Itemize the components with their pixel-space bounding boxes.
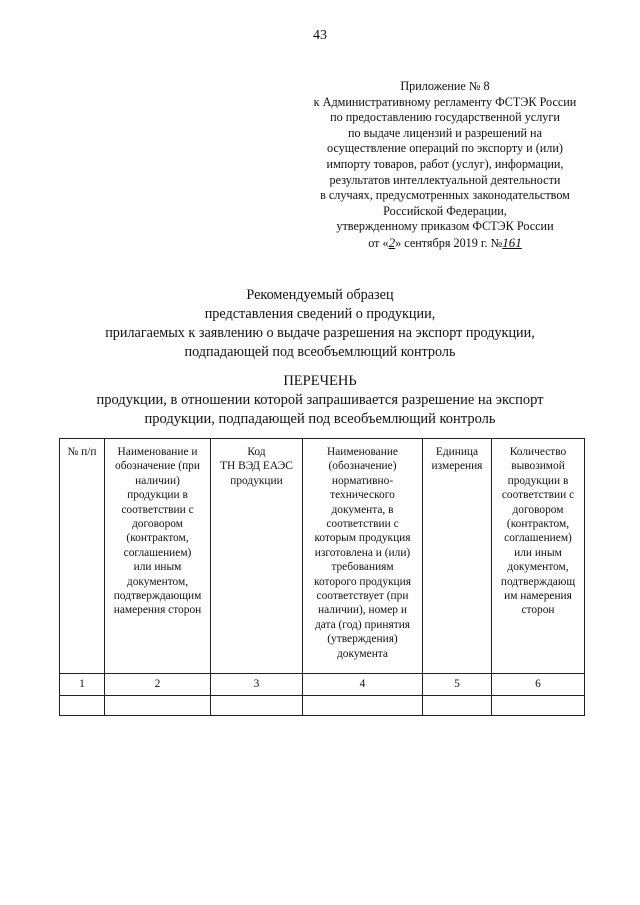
column-number-cell: 2 [105, 674, 211, 696]
list-subtitle-line: продукции, в отношении которой запрашивается разрешение на экспорт [96, 392, 544, 408]
appendix-line: по выдаче лицензий и разрешений на [347, 125, 542, 140]
appendix-line: утвержденному приказом ФСТЭК России [336, 219, 554, 234]
table-cell [423, 696, 492, 716]
column-number-cell: 5 [423, 674, 492, 696]
column-number-cell: 6 [492, 674, 585, 696]
table-cell [211, 696, 303, 716]
table-cell [60, 696, 105, 716]
order-date-prefix: от « [368, 235, 389, 250]
list-title: ПЕРЕЧЕНЬ [283, 373, 357, 389]
list-subtitle-line: продукции, подпадающей под всеобъемлющий контроль [144, 411, 496, 427]
column-number-cell: 1 [60, 674, 105, 696]
appendix-line: Приложение № 8 [400, 79, 490, 93]
table-header-row [60, 439, 585, 674]
order-date-day: 2 [388, 234, 396, 250]
products-table [59, 438, 585, 716]
appendix-line: результатов интеллектуальной деятельности [329, 172, 561, 187]
header-cell-quantity: Количество вывозимой продукции в соответствии с договором (контрактом, соглашением) или иным документом, подтверждающ им намерения сторон [492, 439, 585, 674]
table-row [60, 696, 585, 716]
header-cell-normative-document: Наименование (обозначение) нормативно- технического документа, в соответствии с которым продукция изготовлена и (или) требованиям которого продукция соответствует (при наличии), номер и дата (год) принятия (утверждения) документа [303, 439, 423, 674]
header-cell-unit: Единица измерения [423, 439, 492, 674]
appendix-block [300, 79, 590, 252]
table-row [60, 674, 585, 696]
appendix-line: в случаях, предусмотренных законодательством [320, 188, 570, 203]
page-number: 43 [313, 28, 327, 43]
table-cell [492, 696, 585, 716]
list-title-block [40, 372, 600, 429]
appendix-line: по предоставлению государственной услуги [330, 110, 560, 125]
order-date-middle: » сентября 2019 г. № [395, 235, 503, 250]
table-cell [303, 696, 423, 716]
appendix-line: осуществление операций по экспорту и (или) [327, 141, 563, 156]
sample-heading-line: прилагаемых к заявлению о выдаче разрешения на экспорт продукции, [105, 325, 535, 341]
appendix-line: Российской Федерации, [383, 203, 507, 218]
header-cell-number: № п/п [60, 439, 105, 674]
column-number-cell: 4 [303, 674, 423, 696]
appendix-line: импорту товаров, работ (услуг), информации, [326, 156, 564, 171]
order-number: 161 [502, 234, 522, 250]
appendix-line: к Административному регламенту ФСТЭК России [313, 94, 577, 109]
column-number-cell: 3 [211, 674, 303, 696]
sample-heading-line: представления сведений о продукции, [204, 306, 436, 322]
header-cell-tnved-code: Код ТН ВЭД ЕАЭС продукции [211, 439, 303, 674]
order-date-line [300, 235, 590, 252]
header-cell-product-name: Наименование и обозначение (при наличии) продукции в соответствии с договором (контрактом, соглашением) или иным документом, подтверждающим намерения сторон [105, 439, 211, 674]
table-cell [105, 696, 211, 716]
sample-heading [40, 286, 600, 362]
sample-heading-line: Рекомендуемый образец [246, 287, 394, 303]
sample-heading-line: подпадающей под всеобъемлющий контроль [184, 344, 456, 360]
